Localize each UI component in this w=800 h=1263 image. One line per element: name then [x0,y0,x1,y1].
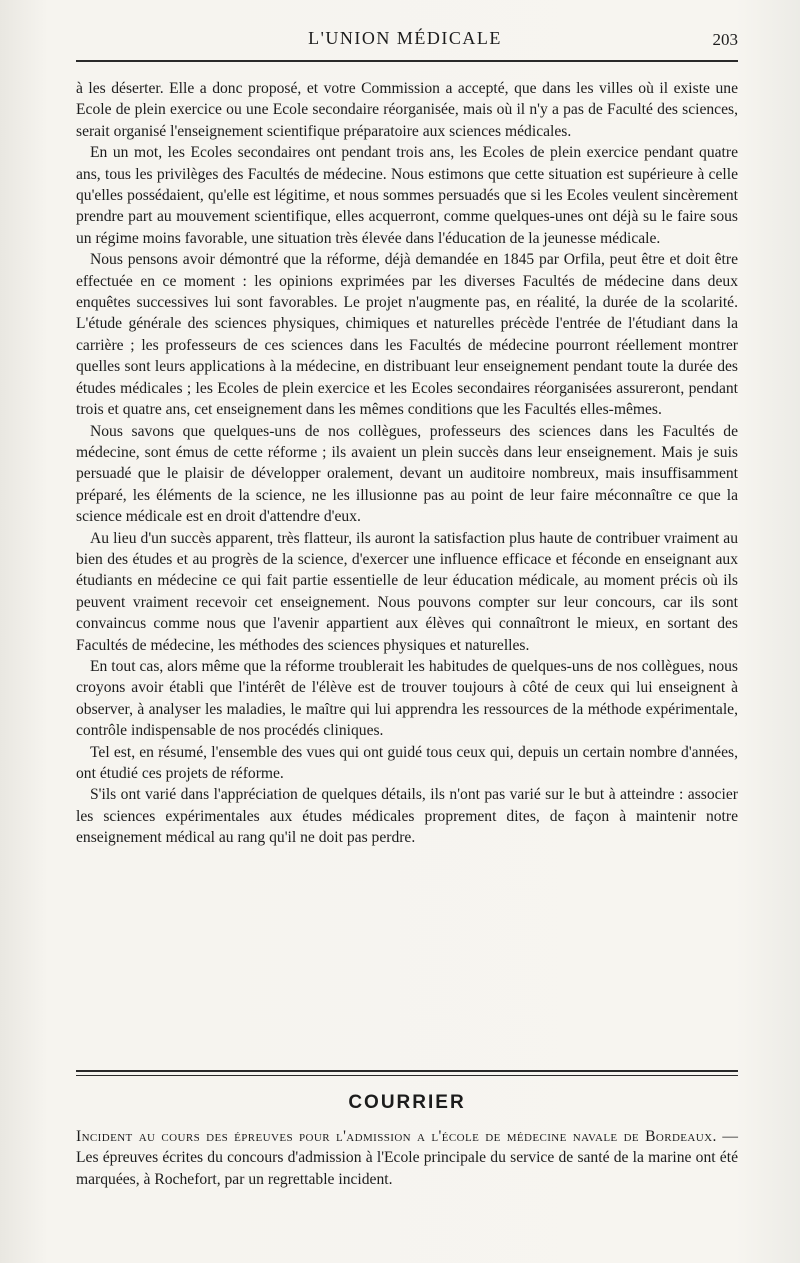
running-head [72,24,738,54]
paragraph: Tel est, en résumé, l'ensemble des vues qui ont guidé tous ceux qui, depuis un certain nombre d'années, ont étudié ces projets de réforme. [76,743,738,782]
article-body [76,78,738,849]
paragraph: En un mot, les Ecoles secondaires ont pendant trois ans, les Ecoles de plein exercice pendant quatre ans, tous les privilèges des Facultés de médecine. Nous estimons que cette situation est supérieure à celle qu'elles possédaient, qu'elle est légitime, et nous sommes persuadés que si les Ecoles veulent sincèrement prendre part au mouvement scientifique, elles acquerront, comme quelques-unes ont déjà su le faire sous un régime moins favorable, une situation très élevée dans l'éducation de la jeunesse médicale. [76,144,738,247]
header-rule [76,60,738,62]
paragraph: à les déserter. Elle a donc proposé, et votre Commission a accepté, que dans les villes où il existe une Ecole de plein exercice ou une Ecole secondaire réorganisée, mais où il n'y a pas de Faculté des sciences, serait organisé l'enseignement scientifique préparatoire aux sciences médicales. [76,80,738,140]
paragraph: En tout cas, alors même que la réforme troublerait les habitudes de quelques-uns de nos collègues, nous croyons avoir établi que l'intérêt de l'élève est de trouver toujours à côté de ceux qui lui enseignent à observer, à analyser les maladies, le maître qui lui apprendra les ressources de la méthode expérimentale, contrôle indispensable de nos procédés cliniques. [76,657,738,740]
section-rule-thin [76,1075,738,1076]
journal-title: L'UNION MÉDICALE [308,28,502,48]
courrier-item-title: Incident au cours des épreuves pour l'admission a l'école de médecine navale de Bordeaux. [76,1128,717,1145]
page-number: 203 [712,30,738,49]
section-heading: COURRIER [348,1092,466,1113]
courrier-item-text: — Les épreuves écrites du concours d'admission à l'Ecole principale du service de santé de la marine ont été marquées, à Rochefort, par un regrettable incident. [76,1128,738,1188]
paragraph: Nous pensons avoir démontré que la réforme, déjà demandée en 1845 par Orfila, peut être et doit être effectuée en ce moment : les opinions exprimées par les diverses Facultés de médecine dans deux enquêtes successives lui sont favorables. Le projet n'augmente pas, en réalité, la durée de la scolarité. L'étude générale des sciences physiques, chimiques et naturelles précède l'entrée de l'étudiant dans la carrière ; les professeurs de ces sciences dans les Facultés de médecine pourront réellement montrer quelles sont leurs applications à la médecine, en distribuant leur enseignement pendant toute la durée des études médicales ; les Ecoles de plein exercice et les Ecoles secondaires réorganisées assureront, pendant trois et quatre ans, cet enseignement dans les mêmes conditions que les Facultés elles-mêmes. [76,251,738,419]
paragraph: Nous savons que quelques-uns de nos collègues, professeurs des sciences dans les Facultés de médecine, sont émus de cette réforme ; ils avaient un plein succès dans leur enseignement. Mais je suis persuadé que le plaisir de développer oralement, devant un auditoire nombreux, mais insuffisamment préparé, les éléments de la science, ne les illusionne pas au point de leur faire méconnaître ce que la science médicale est en droit d'attendre d'eux. [76,422,738,526]
paragraph: Au lieu d'un succès apparent, très flatteur, ils auront la satisfaction plus haute de contribuer vraiment au bien des études et au progrès de la science, d'exercer une influence efficace et féconde en enseignant aux étudiants en médecine ce qui fait partie essentielle de leur éducation médicale, au moment précis où ils peuvent vraiment recevoir cet enseignement. Nous pouvons compter sur leur concours, car ils sont convaincus comme nous que l'avenir appartient aux élèves qui connaîtront le mieux, en sortant des Facultés de médecine, les méthodes des sciences physiques et naturelles. [76,529,738,654]
courrier-item [76,1126,738,1190]
courrier-body [76,1126,738,1190]
paragraph: S'ils ont varié dans l'appréciation de quelques détails, ils n'ont pas varié sur le but à atteindre : associer les sciences expérimentales aux études médicales proprement dites, de façon à maintenir notre enseignement médical au rang qu'il ne doit pas perdre. [76,786,738,847]
section-rule [76,1070,738,1072]
